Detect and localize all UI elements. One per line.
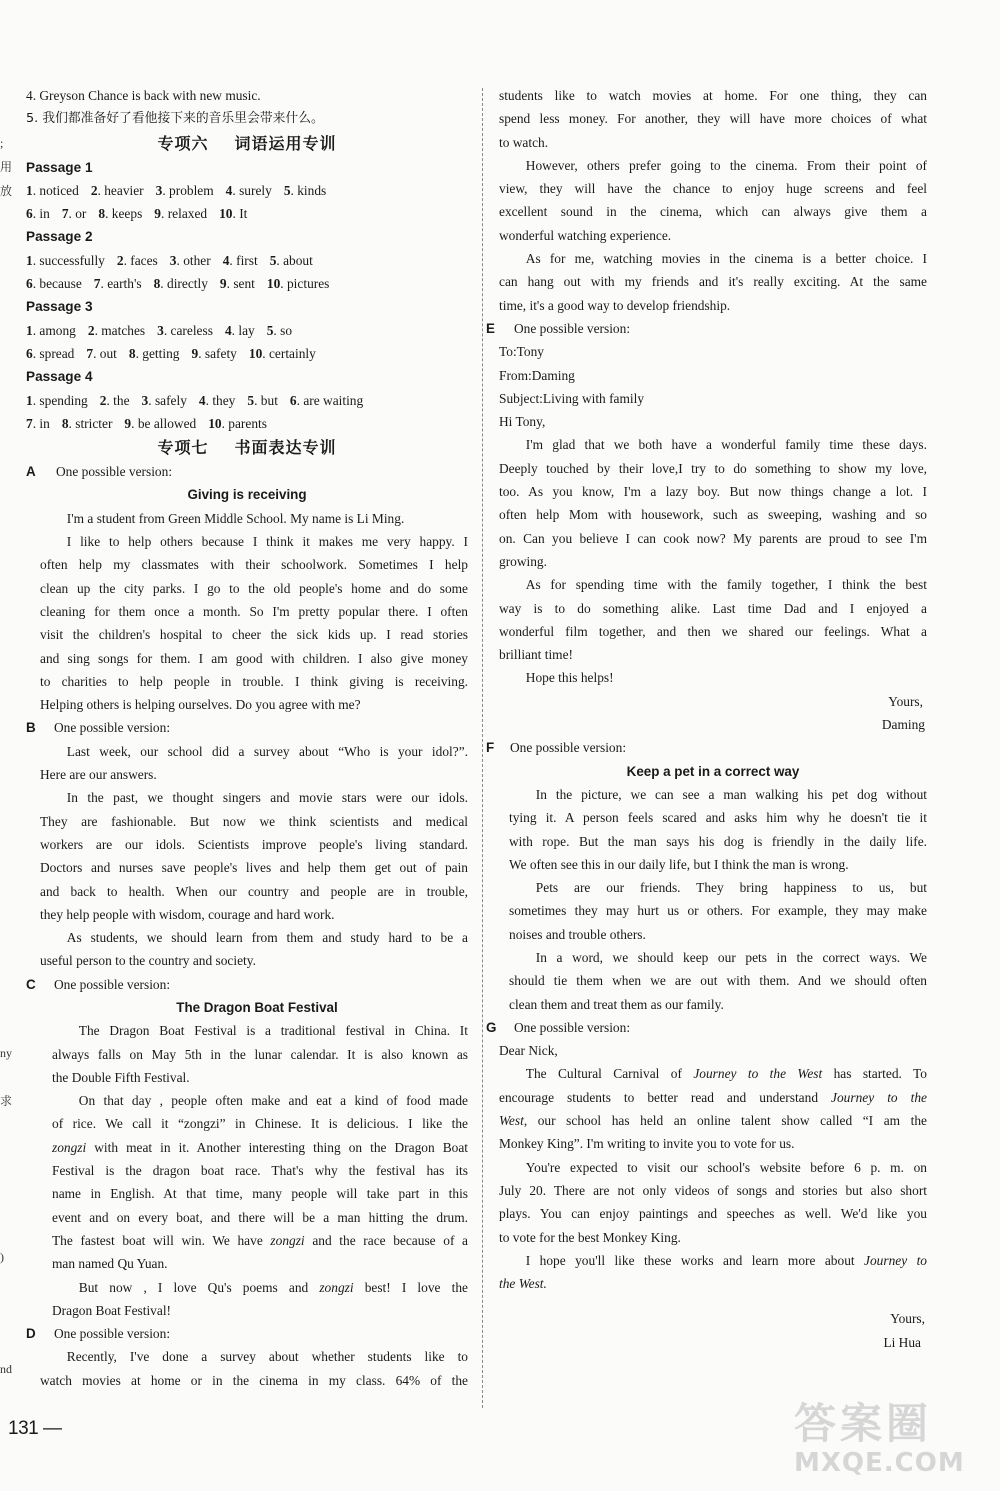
text-line: 5. 我们都准备好了看他接下来的音乐里会带来什么。 xyxy=(26,111,324,127)
text-line: Doctors and nurses save people's lives and help them get out of pain xyxy=(40,860,468,876)
answer-word: in xyxy=(39,206,50,222)
answer-item: 10. pictures xyxy=(266,276,330,292)
text-line: often help my classmates with their schoolwork. Sometimes I help xyxy=(40,557,468,573)
text-line: However, others prefer going to the cinema. From their point of xyxy=(525,157,927,173)
answer-number: 4 xyxy=(222,252,230,268)
answer-item: 5. about xyxy=(269,252,313,268)
answer-word: relaxed xyxy=(167,206,208,222)
text-line: should tie them when we are out with them. And we should often xyxy=(509,973,927,989)
answer-word: other xyxy=(183,252,211,268)
text-line: We often see this in our daily life, but I think the man is wrong. xyxy=(509,856,849,872)
answer-d-continued xyxy=(499,84,927,317)
answer-word: safely xyxy=(154,392,187,408)
text-line: I'm a student from Green Middle School. My name is Li Ming. xyxy=(66,510,405,526)
text-line: often help Mom with housework, such as sweeping, washing and so xyxy=(499,507,927,523)
answer-word: because xyxy=(39,276,82,292)
answer-number: 4 xyxy=(198,392,206,408)
section-title-6: 专项六 词语运用专训 xyxy=(157,133,337,153)
edge-mark: ; xyxy=(0,136,4,150)
left-column xyxy=(26,84,468,1392)
text-line: excellent sound in the cinema, which can always give them a xyxy=(499,204,927,220)
answer-word: certainly xyxy=(268,345,316,361)
text-line: Deeply touched by their love,I try to do something to show my love, xyxy=(499,460,927,476)
text-line: sometimes they may hurt us or others. For example, they may make xyxy=(509,903,927,919)
answer-number: 9 xyxy=(191,345,199,361)
answer-row xyxy=(26,319,468,342)
text-line: tying it. A person feels scared and asks him why he doesn't tie it xyxy=(509,810,927,826)
answer-word: earth's xyxy=(107,276,142,292)
answer-word: keeps xyxy=(111,206,143,222)
text-line: with rope. But the man says his dog is friendly in the daily life. xyxy=(509,833,927,849)
text-line: As for me, watching movies in the cinema is a better choice. I xyxy=(525,251,927,267)
answer-number: 7 xyxy=(86,345,94,361)
answer-number: 7 xyxy=(61,206,69,222)
text-line: brilliant time! xyxy=(499,647,574,663)
answer-row xyxy=(26,412,468,435)
answer-number: 5 xyxy=(283,182,291,198)
answer-number: 2 xyxy=(116,252,124,268)
answer-number: 10 xyxy=(208,415,222,431)
edge-mark: 放 xyxy=(0,184,13,198)
answer-e-body xyxy=(499,433,927,689)
answer-number: 10 xyxy=(248,345,263,361)
answer-item: 6. are waiting xyxy=(289,392,364,408)
answer-number: 8 xyxy=(128,345,136,361)
answer-word: about xyxy=(283,252,313,268)
answer-word: directly xyxy=(167,276,208,292)
answer-number: 1 xyxy=(26,392,33,408)
answer-word: in xyxy=(39,415,50,431)
answer-word: the xyxy=(113,392,130,408)
passage-title: Passage 4 xyxy=(26,369,93,385)
watermark-logo: 答案圈 MXQE.COM xyxy=(794,1399,965,1478)
answer-a-heading: Giving is receiving xyxy=(187,487,307,503)
answer-item: 1. spending xyxy=(26,392,88,408)
answer-word: so xyxy=(280,322,293,338)
text-line: time, it's a good way to develop friendship. xyxy=(499,297,731,313)
answer-number: 5 xyxy=(269,252,277,268)
answer-number: 2 xyxy=(90,182,98,198)
answer-item: 1. noticed xyxy=(26,182,79,198)
text-line: view, they will have the chance to enjoy huge screens and feel xyxy=(499,181,927,197)
answer-item: 4. they xyxy=(198,392,236,408)
answer-item: 2. faces xyxy=(116,252,158,268)
answer-item: 1. among xyxy=(26,322,76,338)
text-line: I like to help others because I think it makes me very happy. I xyxy=(66,534,468,550)
answer-g-closing: Yours, Li Hua xyxy=(883,1311,925,1350)
edge-mark: nd xyxy=(0,1362,12,1376)
answer-item: 10. It xyxy=(219,206,248,222)
answer-word: are waiting xyxy=(303,392,364,408)
answer-number: 8 xyxy=(61,415,69,431)
answer-item: 5. but xyxy=(247,392,278,408)
answer-word: getting xyxy=(142,345,180,361)
answer-item: 3. other xyxy=(169,252,211,268)
text-line: they help people with wisdom, courage and hard work. xyxy=(40,906,335,922)
answer-number: 9 xyxy=(219,276,227,292)
answer-number: 10 xyxy=(266,276,281,292)
answer-g-body: The Cultural Carnival of Journey to the West has started. To encourage students to better read and understand Journey to the West, our school has held an online talent show called “I am the Monkey King”. I'm writing to invite you to vote for us. You're expected to visit our school's website before 6 p. m. on July 20. There are not only videos of songs and stories but also short plays. You can enjoy paintings and speeches as well. We'd like you to vote for the best Monkey King. I hope you'll like these works and learn more about Journey to the West. xyxy=(499,1066,928,1292)
answer-word: safety xyxy=(204,345,237,361)
text-line: As for spending time with the family together, I think the best xyxy=(525,577,927,593)
answer-item: 2. the xyxy=(99,392,130,408)
answer-word: heavier xyxy=(104,182,144,198)
answer-item: 2. matches xyxy=(87,322,146,338)
text-line: too. As you know, I'm a lazy boy. But now things change a lot. I xyxy=(499,484,927,500)
text-line: Pets are our friends. They bring happiness to us, but xyxy=(535,880,927,896)
email-greeting: Hi Tony, xyxy=(499,414,546,430)
passage-title: Passage 3 xyxy=(26,299,93,315)
answer-word: kinds xyxy=(297,182,327,198)
text-line: way is to do something alike. Last time Dad and I enjoyed a xyxy=(499,600,927,616)
answer-item: 7. out xyxy=(86,345,117,361)
text-line: spend less money. For another, they will have more choices of what xyxy=(499,111,927,127)
answer-item: 5. kinds xyxy=(283,182,327,198)
answer-word: successfully xyxy=(39,252,105,268)
answer-word: parents xyxy=(228,415,267,431)
passage-title: Passage 1 xyxy=(26,159,93,175)
answer-item: 10. certainly xyxy=(248,345,316,361)
right-column xyxy=(486,84,928,1354)
answer-item: 5. so xyxy=(266,322,293,338)
answer-item: 8. directly xyxy=(153,276,208,292)
answer-number: 5 xyxy=(266,322,274,338)
passage-answers xyxy=(26,156,468,436)
answer-word: they xyxy=(212,392,236,408)
answer-item: 7. or xyxy=(61,206,87,222)
text-line: and sing songs for them. I am good with children. I also give money xyxy=(40,650,468,666)
answer-a-intro: A One possible version: xyxy=(26,464,173,480)
answer-b-intro: B One possible version: xyxy=(26,720,171,736)
text-line: Helping others is helping ourselves. Do you agree with me? xyxy=(40,697,361,713)
answer-number: 5 xyxy=(247,392,255,408)
text-line: Last week, our school did a survey about “Who is your idol?”. xyxy=(66,743,468,759)
answer-row xyxy=(26,179,468,202)
answer-row xyxy=(26,389,468,412)
answer-word: problem xyxy=(169,182,214,198)
text-line: In the past, we thought singers and movie stars were our idols. xyxy=(66,790,468,806)
edge-mark: 用 xyxy=(0,160,13,174)
answer-row xyxy=(26,202,468,225)
answer-item: 8. getting xyxy=(128,345,180,361)
answer-number: 3 xyxy=(157,322,164,338)
answer-item: 10. parents xyxy=(208,415,267,431)
answer-item: 8. stricter xyxy=(61,415,113,431)
answer-number: 7 xyxy=(93,276,101,292)
text-line: students like to watch movies at home. For one thing, they can xyxy=(499,88,927,103)
answer-number: 6 xyxy=(289,392,297,408)
answer-d-body: Recently, I've done a survey about whether students like to watch movies at home or in the cinema in my class. 64% of the xyxy=(40,1349,468,1388)
answer-item: 6. because xyxy=(26,276,82,292)
text-line: Hope this helps! xyxy=(525,670,614,686)
answer-number: 10 xyxy=(219,206,233,222)
answer-number: 1 xyxy=(26,182,33,198)
answer-word: first xyxy=(236,252,258,268)
answer-item: 3. safely xyxy=(141,392,187,408)
answer-word: lay xyxy=(238,322,255,338)
text-line: I'm glad that we both have a wonderful family time these days. xyxy=(525,437,927,453)
answer-word: spread xyxy=(39,345,75,361)
answer-word: sent xyxy=(233,276,255,292)
answer-item: 7. in xyxy=(26,415,50,431)
answer-word: matches xyxy=(101,322,146,338)
answer-number: 6 xyxy=(26,276,33,292)
answer-word: faces xyxy=(130,252,158,268)
answer-item: 4. surely xyxy=(225,182,272,198)
answer-number: 8 xyxy=(153,276,161,292)
answer-word: or xyxy=(75,206,87,222)
answer-item: 7. earth's xyxy=(93,276,142,292)
answer-item: 1. successfully xyxy=(26,252,105,268)
text-line: growing. xyxy=(499,553,547,569)
answer-a-body xyxy=(26,507,468,717)
answer-number: 4 xyxy=(225,182,233,198)
answer-word: spending xyxy=(39,392,88,408)
answer-row xyxy=(26,249,468,272)
answer-number: 2 xyxy=(87,322,95,338)
section-title-7: 专项七 书面表达专训 xyxy=(157,438,337,458)
answer-number: 1 xyxy=(26,252,33,268)
text-line: 4. Greyson Chance is back with new music. xyxy=(26,88,261,103)
answer-number: 3 xyxy=(169,252,177,268)
answer-item: 3. careless xyxy=(157,322,213,338)
answer-word: surely xyxy=(239,182,272,198)
answer-word: out xyxy=(99,345,117,361)
answer-number: 9 xyxy=(154,206,161,222)
answer-word: noticed xyxy=(39,182,79,198)
passage-title: Passage 2 xyxy=(26,229,93,245)
answer-item: 6. in xyxy=(26,206,50,222)
text-line: wonderful film together, and then we shared our feelings. What a xyxy=(499,623,927,639)
answer-number: 6 xyxy=(26,206,33,222)
text-line: visit the children's hospital to cheer the sick kids up. I read stories xyxy=(40,627,468,643)
answer-item: 4. lay xyxy=(224,322,255,338)
text-line: Here are our answers. xyxy=(40,767,157,783)
answer-item: 9. relaxed xyxy=(154,206,208,222)
answer-item: 3. problem xyxy=(155,182,214,198)
text-line: on. Can you believe I can cook now? My parents are proud to see I'm xyxy=(499,530,927,546)
answer-item: 9. sent xyxy=(219,276,255,292)
answer-g-intro: G One possible version: xyxy=(486,1019,631,1035)
column-divider xyxy=(482,88,483,1408)
answer-f-body xyxy=(499,783,927,1016)
edge-mark: 求 xyxy=(0,1094,13,1108)
answer-f-heading: Keep a pet in a correct way xyxy=(626,763,800,779)
text-line: to charities to help people in trouble. I think giving is receiving. xyxy=(40,673,468,689)
answer-e-closing: Yours, Daming xyxy=(881,693,925,733)
answer-number: 3 xyxy=(155,182,163,198)
answer-word: but xyxy=(260,392,278,408)
answer-row xyxy=(26,342,468,365)
answer-item: 9. safety xyxy=(191,345,237,361)
page-number: 131 — xyxy=(8,1418,62,1439)
text-line: to watch. xyxy=(499,134,549,150)
answer-row xyxy=(26,272,468,295)
email-subject: Subject:Living with family xyxy=(499,390,645,406)
text-line: cleaning for them once a month. So I'm pretty popular there. I often xyxy=(40,603,468,619)
answer-number: 1 xyxy=(26,322,33,338)
answer-item: 4. first xyxy=(222,252,258,268)
answer-word: among xyxy=(39,322,76,338)
text-line: wonderful watching experience. xyxy=(499,227,672,243)
answer-word: It xyxy=(239,206,248,222)
answer-word: pictures xyxy=(286,276,330,292)
text-line: clean them and treat them as our family. xyxy=(509,996,724,1012)
letter-greeting: Dear Nick, xyxy=(499,1043,558,1059)
answer-number: 2 xyxy=(99,392,107,408)
answer-number: 4 xyxy=(224,322,232,338)
answer-item: 2. heavier xyxy=(90,182,144,198)
text-line: and back to health. When our country and people are in trouble, xyxy=(40,883,468,899)
answer-item: 6. spread xyxy=(26,345,75,361)
text-line: In a word, we should keep our pets in the correct ways. We xyxy=(535,949,927,965)
text-line: useful person to the country and society. xyxy=(40,953,256,969)
answer-number: 9 xyxy=(124,415,132,431)
answer-word: stricter xyxy=(75,415,113,431)
answer-word: careless xyxy=(170,322,213,338)
answer-b-body xyxy=(26,740,468,973)
answer-c-intro: C One possible version: xyxy=(26,976,171,992)
answer-d-intro: D One possible version: xyxy=(26,1326,171,1342)
text-line: They are fashionable. But now we think scientists and medical xyxy=(40,813,468,829)
email-to: To:Tony xyxy=(499,344,544,360)
answer-number: 6 xyxy=(26,345,33,361)
answer-item: 8. keeps xyxy=(98,206,143,222)
answer-item: 9. be allowed xyxy=(124,415,197,431)
answer-c-body: The Dragon Boat Festival is a traditional festival in China. It always falls on May 5th in the lunar calendar. It is also known as the Double Fifth Festival. On that day , people often make and eat a kind of food made of rice. We call it “zongzi” in Chinese. It is delicious. I like the zongzi with meat in it. Another interesting thing on the Dragon Boat Festival is the dragon boat race. That's why the festival has its name in English. At that time, many people will take part in this event and on every boat, and there will be a man hitting the drum. The fastest boat will win. We have zongzi and the race because of a man named Qu Yuan. But now , I love Qu's poems and zongzi best! I love the Dragon Boat Festival! xyxy=(52,1023,468,1318)
email-from: From:Daming xyxy=(499,367,575,383)
edge-mark: ) xyxy=(0,1250,4,1264)
text-line: workers are our idols. Scientists improve people's living standard. xyxy=(40,836,468,852)
answer-number: 3 xyxy=(141,392,149,408)
text-line: In the picture, we can see a man walking his pet dog without xyxy=(535,786,927,802)
text-line: clean up the city parks. I go to the old people's home and do some xyxy=(40,580,468,596)
answer-number: 8 xyxy=(98,206,106,222)
answer-e-intro: E One possible version: xyxy=(486,320,631,336)
answer-word: be allowed xyxy=(137,415,197,431)
edge-mark: ny xyxy=(0,1046,12,1060)
answer-c-heading: The Dragon Boat Festival xyxy=(176,999,338,1015)
answer-number: 7 xyxy=(26,415,33,431)
text-line: As students, we should learn from them and study hard to be a xyxy=(66,930,468,946)
answer-f-intro: F One possible version: xyxy=(486,740,627,756)
text-line: can hang out with my friends and it's really exciting. At the same xyxy=(499,274,927,290)
text-line: noises and trouble others. xyxy=(509,926,646,942)
